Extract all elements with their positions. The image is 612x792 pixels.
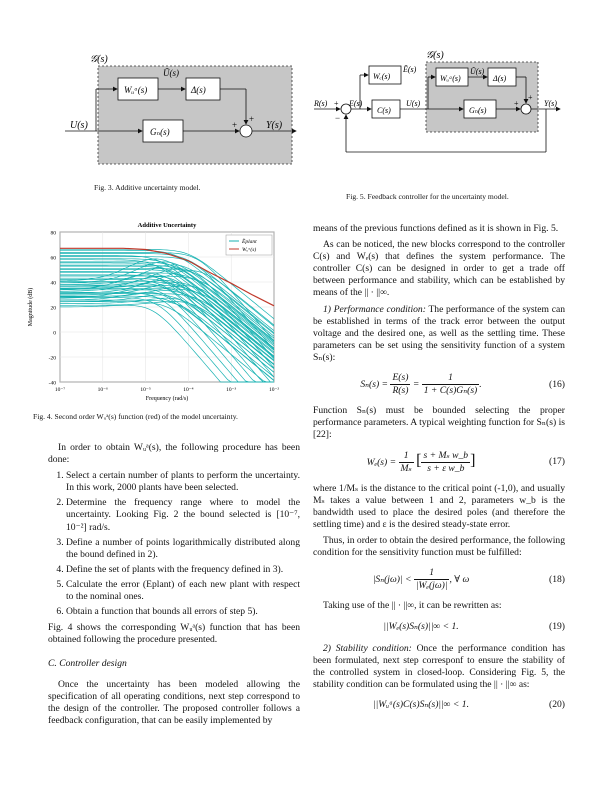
left-para-1: In order to obtain Wᵤᵃ(s), the following procedure has been done: bbox=[48, 442, 300, 466]
right-para-8 bbox=[313, 643, 565, 691]
procedure-list bbox=[48, 470, 300, 618]
procedure-step: 1. Select a certain number of plants to perform the uncertainty. In this work, 2000 plants have been selected. bbox=[66, 470, 300, 494]
equation-19 bbox=[313, 621, 565, 633]
y-label: Y(s) bbox=[544, 99, 557, 108]
left-column bbox=[48, 442, 300, 731]
eq18-den: |Wₑ(jω)| bbox=[415, 580, 448, 592]
y-tick-label: 0 bbox=[53, 330, 56, 337]
figure-4-caption: Fig. 4. Second order Wᵤᵃ(s) function (red) of the model uncertainty. bbox=[33, 412, 238, 421]
subsection-heading: 2) Stability condition: bbox=[323, 642, 412, 654]
section-heading: C. Controller design bbox=[48, 658, 127, 670]
equation-number: (16) bbox=[549, 378, 565, 390]
y-tick-label: -20 bbox=[48, 355, 56, 362]
y-tick-label: 20 bbox=[50, 305, 56, 312]
wu-block-label: Wᵤᵃ(s) bbox=[124, 85, 148, 95]
subsection-heading: 1) Performance condition: bbox=[323, 303, 426, 315]
y-axis-label: Magnitude (dB) bbox=[28, 287, 34, 327]
eq16-lhs: Sₙ(s) = bbox=[360, 378, 389, 390]
right-para-7: Taking use of the || · ||∞, it can be rewritten as: bbox=[323, 600, 502, 612]
procedure-step: 2. Determine the frequency range where to model the uncertainty. Looking Fig. 2 the bound selected is [10⁻⁷, 10⁻²] rad/s. bbox=[66, 497, 300, 533]
u-tilde-label: Ũ(s) bbox=[163, 68, 179, 78]
procedure-step: 4. Define the set of plants with the frequency defined in 3). bbox=[66, 564, 300, 576]
x-tick-label: 10⁻² bbox=[268, 387, 280, 393]
eq16-num1: E(s) bbox=[390, 372, 410, 385]
e-label: E(s) bbox=[349, 99, 363, 108]
delta-block-label: Δ(s) bbox=[493, 74, 507, 83]
eq17-num2: s + Mₛ w_b bbox=[421, 450, 470, 463]
equation-18 bbox=[313, 567, 565, 592]
eq16-mid: = bbox=[412, 378, 420, 390]
plus-sign-r: + bbox=[334, 99, 339, 108]
eq16-num2: 1 bbox=[422, 372, 480, 385]
equation-number: (17) bbox=[549, 456, 565, 468]
input-u-label: U(s) bbox=[70, 120, 88, 131]
eq19-body: ||Wₑ(s)Sₙ(s)||∞ < 1. bbox=[383, 620, 459, 632]
equation-number: (20) bbox=[549, 699, 565, 710]
x-tick-label: 10⁻⁴ bbox=[183, 387, 194, 393]
output-sum-junction bbox=[521, 104, 531, 114]
x-tick-label: 10⁻⁷ bbox=[54, 387, 66, 393]
g-region-label: 𝒢(s) bbox=[90, 54, 108, 65]
plus-sign-top: + bbox=[249, 114, 255, 124]
equation-16 bbox=[313, 372, 565, 397]
eq16-den2: 1 + C(s)Gₙ(s) bbox=[423, 385, 478, 397]
right-para-3 bbox=[313, 304, 565, 364]
procedure-step: 3. Define a number of points logarithmically distributed along the bound defined in 2). bbox=[66, 537, 300, 561]
minus-sign: − bbox=[335, 113, 341, 123]
x-tick-label: 10⁻⁶ bbox=[97, 387, 108, 393]
equation-17: Wₑ(s) = $\frac{1}{\text{Mₛ}}$ [ $\frac{\text{s + Mₛ w\_b}}{\text{s + ε w\_b}}$ ] (17) bbox=[366, 449, 565, 474]
u-tilde-label: Ũ(s) bbox=[470, 67, 485, 76]
text: The performance of the system can be established in terms of the track error between the output voltage and the desired one, as well as the settling time. These parameters can be set using the sensitivity function of a system Sₙ(s): bbox=[313, 303, 566, 363]
we-block-label: Wₑ(s) bbox=[373, 72, 391, 81]
legend-label-plant: Ẽplant bbox=[242, 239, 257, 245]
output-y-label: Y(s) bbox=[266, 120, 283, 131]
left-para-3: Once the uncertainty has been modeled allowing the specification of all operating conditions, next step correspond to the design of the controller. The proposed controller follows a feedback configuration, that can be easily implemented by bbox=[48, 678, 300, 726]
y-tick-label: 40 bbox=[50, 280, 56, 287]
equation-number: (18) bbox=[549, 573, 565, 585]
sum-junction bbox=[240, 125, 252, 137]
g-region-label: 𝒢(s) bbox=[426, 50, 444, 61]
figure-3-caption: Fig. 3. Additive uncertainty model. bbox=[94, 183, 201, 192]
left-para-2: Fig. 4 shows the corresponding Wᵤᵃ(s) function that has been obtained following the procedure presented. bbox=[48, 622, 300, 646]
y-tick-label: 80 bbox=[50, 230, 56, 237]
equation-number: (19) bbox=[549, 620, 565, 632]
r-label: R(s) bbox=[314, 99, 328, 108]
c-block-label: C(s) bbox=[377, 106, 391, 115]
figure-3-diagram bbox=[60, 48, 300, 178]
eq17-num1: 1 bbox=[399, 450, 414, 463]
figure-5-diagram bbox=[314, 48, 564, 166]
x-tick-label: 10⁻³ bbox=[226, 387, 237, 393]
gn-block-label: Gₙ(s) bbox=[150, 127, 170, 137]
x-axis-label: Frequency (rad/s) bbox=[145, 396, 189, 402]
procedure-step: 5. Calculate the error (Eplant) of each new plant with respect to the nominal ones. bbox=[66, 579, 300, 603]
eq18-num: 1 bbox=[414, 567, 450, 580]
plus-sign-d: + bbox=[528, 93, 533, 102]
eq20-body: ||Wᵤᵃ(s)C(s)Sₙ(s)||∞ < 1. bbox=[373, 699, 469, 710]
eq18-lhs: |Sₙ(jω)| < bbox=[372, 574, 412, 586]
right-para-2: As can be noticed, the new blocks correspond to the controller C(s) and Wₑ(s) that defines the system performance. The controller C(s) can be designed in order to get a trade off between performance and stability, which can be established by means of the || · ||∞. bbox=[313, 239, 565, 299]
eq17-den2: s + ε w_b bbox=[427, 462, 465, 474]
chart-title: Additive Uncertainty bbox=[137, 222, 197, 229]
plus-sign-g: + bbox=[514, 99, 519, 108]
legend-label-bound: Wᵤᵃ(s) bbox=[242, 247, 257, 253]
right-para-1: means of the previous functions defined as it is shown in Fig. 5. bbox=[313, 223, 559, 234]
eq16-tail: . bbox=[479, 378, 482, 390]
e-tilde-label: Ẽ(s) bbox=[403, 65, 417, 74]
eq16-den1: R(s) bbox=[392, 385, 409, 397]
plus-sign-left: + bbox=[232, 120, 238, 130]
right-column bbox=[313, 223, 565, 719]
delta-block-label: Δ(s) bbox=[191, 85, 206, 95]
u-label: U(s) bbox=[406, 99, 421, 108]
wu-block-label: Wᵤᵃ(s) bbox=[440, 74, 461, 83]
text: Once the performance condition has been formulated, next step corresponf to ensure the stability of the controlled system in closed-loop. Considering Fig. 5, the stability condition can be formulated using the || · ||∞ as: bbox=[313, 642, 566, 690]
right-para-4: Function Sₙ(s) must be bounded selecting the proper performance parameters. A typical weighting function for Sₙ(s) is [22]: bbox=[313, 405, 565, 441]
equation-20 bbox=[313, 699, 565, 711]
right-para-6: Thus, in order to obtain the desired performance, the following condition for the sensitivity function must be fulfilled: bbox=[313, 535, 565, 559]
eq18-tail: , ∀ ω bbox=[449, 574, 470, 586]
gn-block-label: Gₙ(s) bbox=[469, 106, 487, 115]
x-tick-label: 10⁻⁵ bbox=[140, 387, 151, 393]
eq17-lhs: Wₑ(s) = bbox=[366, 456, 397, 468]
y-tick-label: -40 bbox=[48, 380, 56, 387]
figure-4-chart bbox=[22, 212, 296, 408]
right-para-5: where 1/Mₛ is the distance to the critical point (-1,0), and usually Mₛ takes a value between 1 and 2, parameters w_b is the bandwidth used to place the desired poles (and therefore the settling time) and ε is the desired steady-state error. bbox=[313, 482, 565, 530]
eq17-den1: Mₛ bbox=[400, 462, 412, 474]
figure-5-caption: Fig. 5. Feedback controller for the uncertainty model. bbox=[346, 192, 509, 201]
procedure-step: 6. Obtain a function that bounds all errors of step 5). bbox=[66, 606, 300, 618]
y-tick-label: 60 bbox=[50, 255, 56, 262]
